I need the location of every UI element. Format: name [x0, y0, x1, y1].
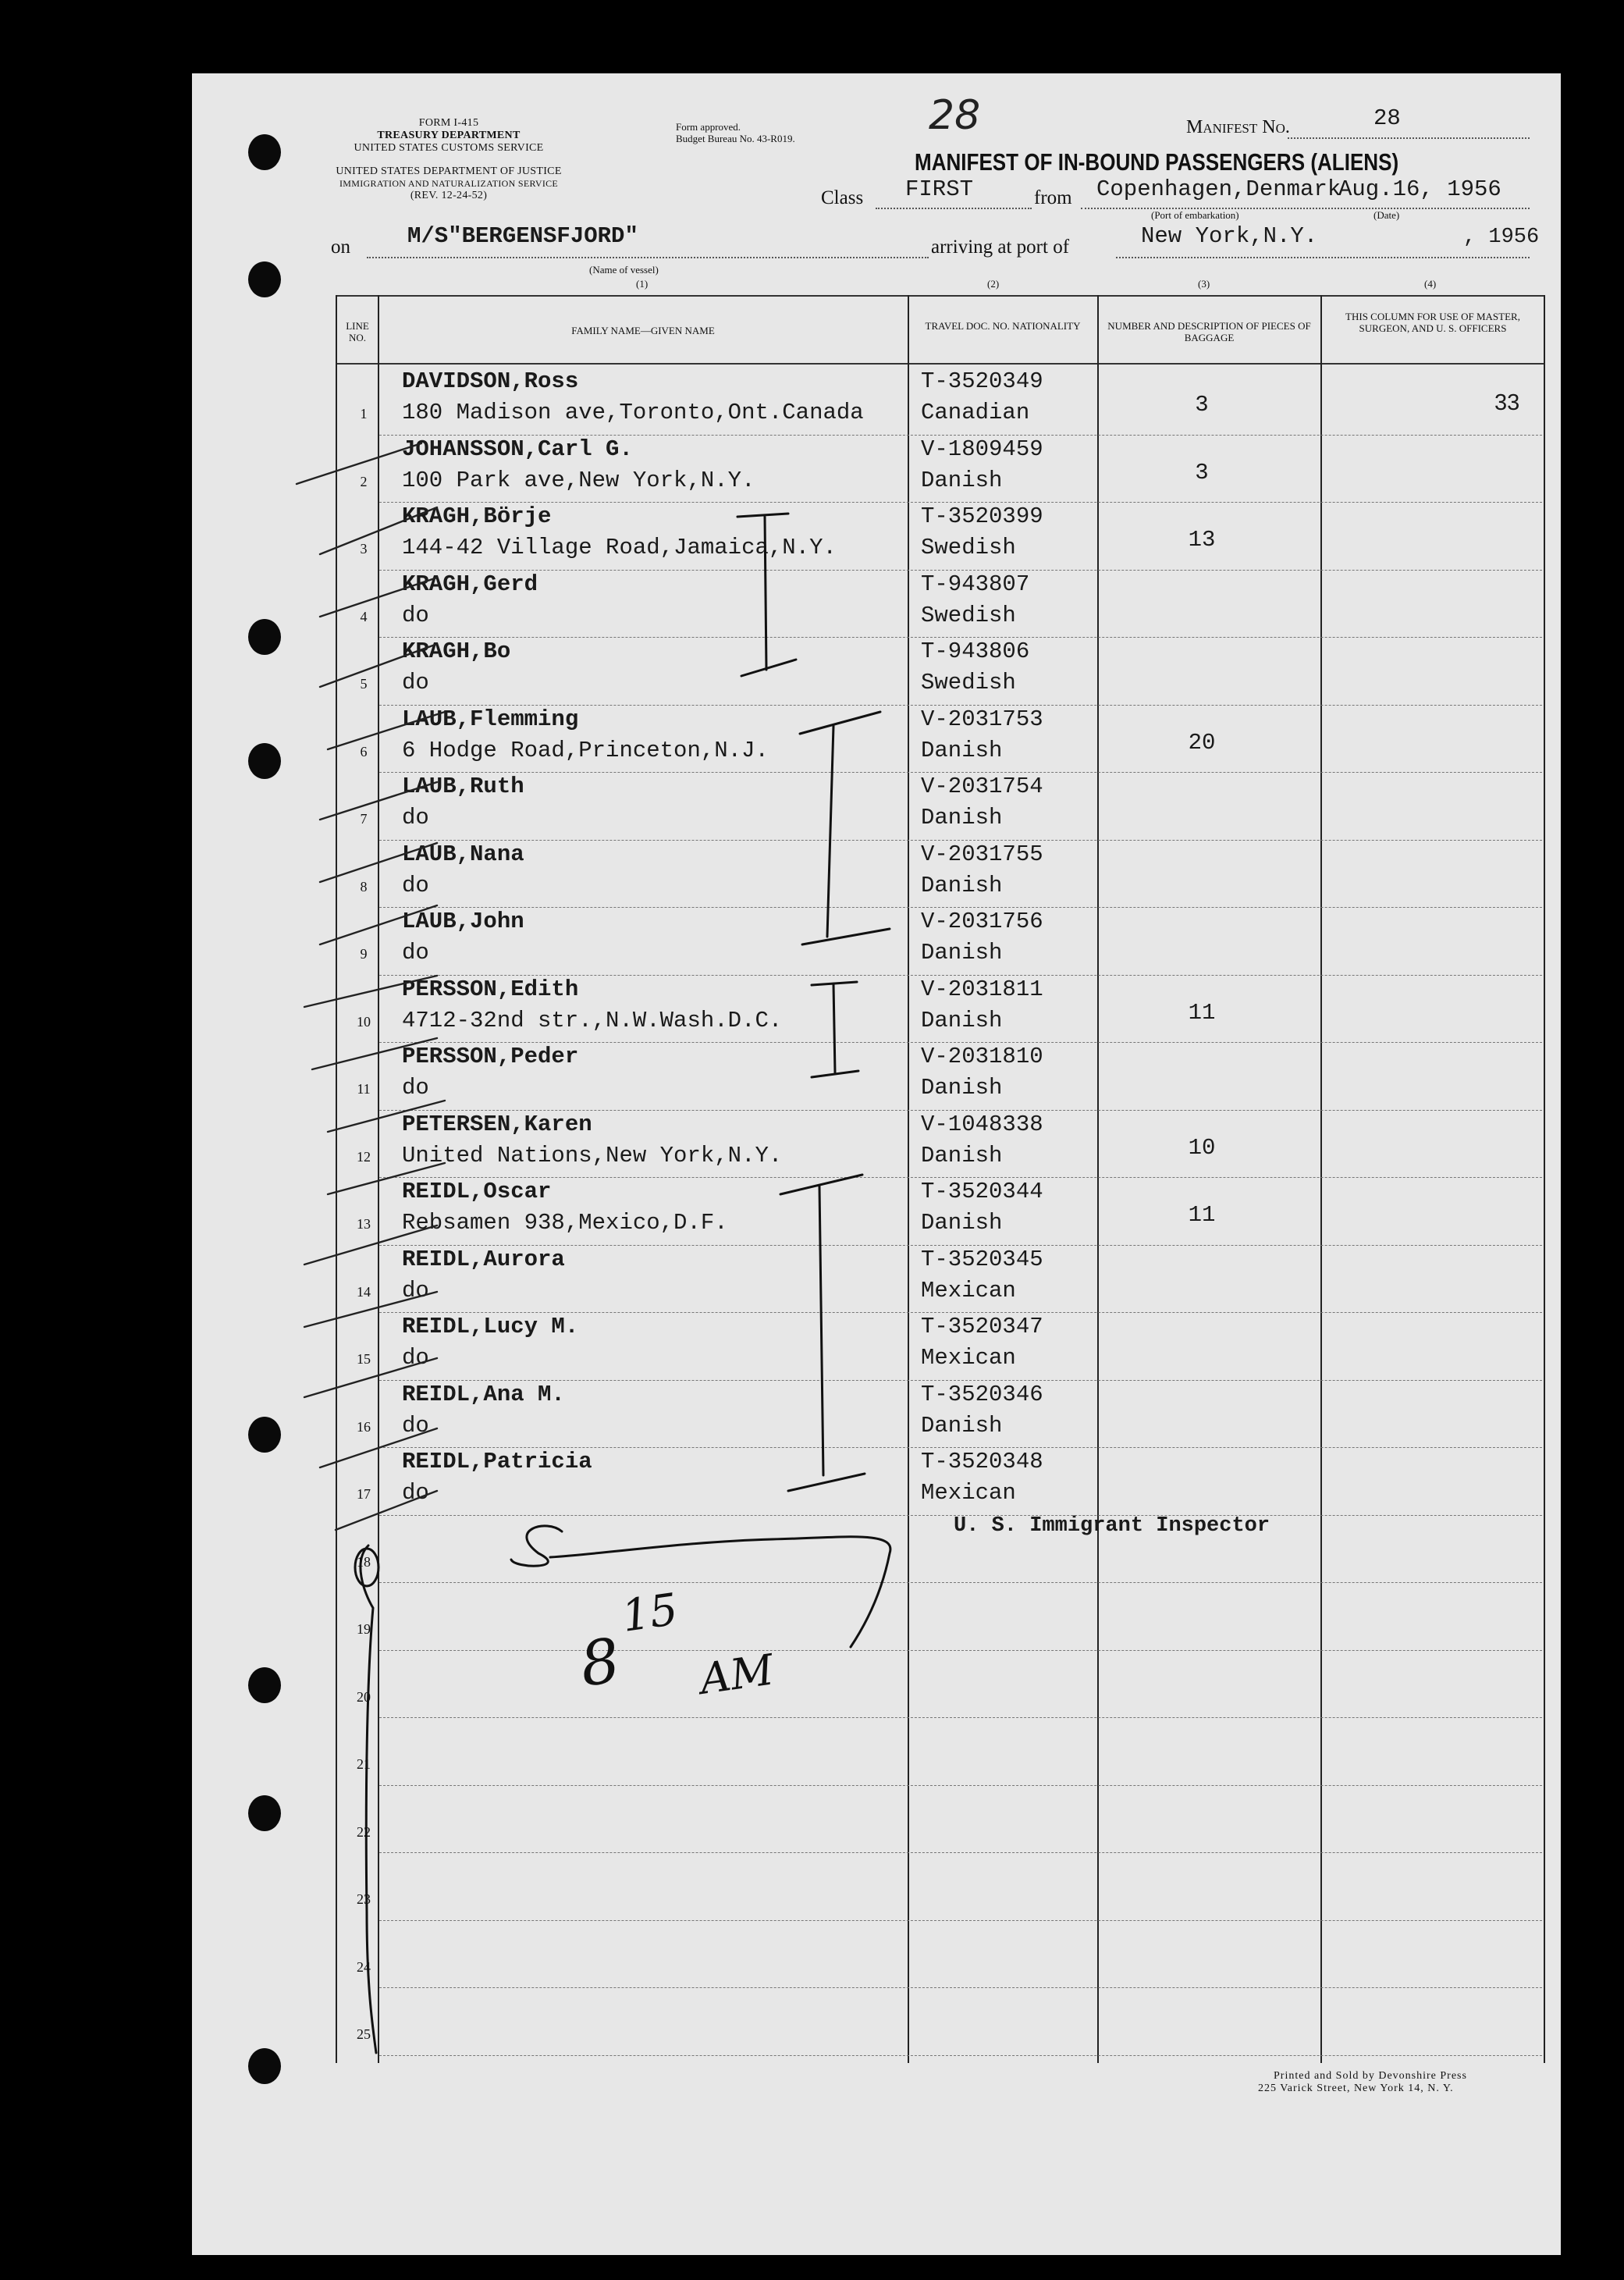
handwritten-manifest-number: 28 [929, 92, 981, 139]
nationality: Danish [921, 467, 1003, 493]
passenger-name: REIDL,Lucy M. [402, 1314, 579, 1339]
nationality: Swedish [921, 602, 1016, 628]
nationality: Danish [921, 737, 1003, 763]
passenger-address: 144-42 Village Road,Jamaica,N.Y. [402, 535, 837, 560]
nationality: Danish [921, 1142, 1003, 1168]
passenger-name: REIDL,Ana M. [402, 1381, 565, 1407]
baggage-count: 3 [1195, 392, 1209, 418]
line-number: 5 [360, 676, 368, 692]
baggage-count: 20 [1188, 729, 1216, 756]
line-number: 16 [357, 1418, 371, 1435]
passenger-name: PERSSON,Edith [402, 976, 579, 1002]
handwritten-initials [511, 1526, 890, 1647]
travel-doc-number: T-3520347 [921, 1314, 1043, 1339]
header-baggage: NUMBER AND DESCRIPTION OF PIECES OF BAGGAGE [1107, 320, 1311, 343]
passenger-name: KRAGH,Bo [402, 638, 511, 664]
passenger-address: 100 Park ave,New York,N.Y. [402, 467, 755, 493]
passenger-address: do [402, 602, 429, 628]
line-number: 3 [360, 541, 368, 557]
on-label: on [331, 237, 350, 258]
passenger-address: do [402, 940, 429, 966]
baggage-count: 11 [1188, 1202, 1216, 1228]
nationality: Swedish [921, 670, 1016, 695]
line-number: 7 [360, 811, 368, 827]
travel-doc-number: V-1809459 [921, 436, 1043, 462]
form-number: FORM I-415 [418, 117, 479, 129]
header-travel-doc: TRAVEL DOC. NO. NATIONALITY [925, 320, 1081, 332]
line-number: 6 [360, 743, 368, 759]
line-number: 9 [360, 946, 368, 962]
encircled-line-18 [361, 1545, 376, 2053]
manifest-number: 28 [1373, 105, 1401, 131]
line-number: 24 [357, 1958, 371, 1975]
vessel-name: M/S"BERGENSFJORD" [407, 223, 638, 249]
line-number: 14 [357, 1283, 371, 1300]
nationality: Canadian [921, 400, 1030, 425]
passenger-name: KRAGH,Gerd [402, 571, 538, 597]
bracket-persson [812, 982, 858, 1077]
line-number: 10 [357, 1013, 371, 1030]
svg-text:AM: AM [697, 1645, 777, 1704]
date-caption: (Date) [1373, 209, 1400, 221]
line-number: 2 [360, 473, 368, 489]
line-number: 21 [357, 1756, 371, 1772]
embarkation-date: Aug.16, 1956 [1338, 176, 1501, 202]
baggage-count: 10 [1188, 1134, 1216, 1161]
bracket-laub [800, 712, 890, 944]
passenger-address: do [402, 1345, 429, 1371]
travel-doc-number: T-3520349 [921, 368, 1043, 394]
line-number: 12 [357, 1148, 371, 1165]
from-label: from [1034, 187, 1072, 208]
travel-doc-number: V-2031753 [921, 706, 1043, 732]
passenger-name: LAUB,John [402, 909, 524, 934]
budget-bureau: Budget Bureau No. 43-R019. [676, 133, 795, 144]
col-num-1: (1) [636, 278, 649, 290]
line-number: 4 [360, 608, 368, 624]
travel-doc-number: T-3520344 [921, 1179, 1043, 1204]
passenger-name: KRAGH,Börje [402, 503, 552, 529]
line-number: 1 [360, 406, 368, 421]
port-embark-caption: (Port of embarkation) [1151, 209, 1239, 221]
line-number: 17 [357, 1486, 371, 1502]
nationality: Mexican [921, 1345, 1016, 1371]
nationality: Danish [921, 940, 1003, 966]
manifest-label: Manifest No. [1186, 117, 1290, 137]
travel-doc-number: T-3520399 [921, 503, 1043, 529]
travel-doc-number: V-2031756 [921, 909, 1043, 934]
passenger-address: do [402, 872, 429, 898]
travel-doc-number: V-2031810 [921, 1044, 1043, 1069]
officer-note: 33 [1494, 390, 1520, 415]
travel-doc-number: V-2031755 [921, 841, 1043, 867]
treasury-dept: TREASURY DEPARTMENT [377, 130, 521, 141]
travel-doc-number: T-3520346 [921, 1381, 1043, 1407]
manifest-title: MANIFEST OF IN-BOUND PASSENGERS (ALIENS) [915, 148, 1399, 176]
travel-doc-number: V-1048338 [921, 1111, 1043, 1137]
line-number: 19 [357, 1621, 371, 1637]
nationality: Danish [921, 805, 1003, 831]
passenger-address: do [402, 1075, 429, 1101]
passenger-name: LAUB,Nana [402, 841, 524, 867]
passenger-address: do [402, 1277, 429, 1304]
travel-doc-number: T-943807 [921, 571, 1030, 597]
class-value: FIRST [905, 176, 974, 202]
check-marks [297, 443, 445, 1530]
line-number: 22 [357, 1823, 371, 1840]
form-approved: Form approved. [676, 121, 741, 133]
line-number: 15 [357, 1351, 371, 1367]
passenger-name: JOHANSSON,Carl G. [402, 436, 633, 462]
printer-line-1: Printed and Sold by Devonshire Press [1274, 2070, 1467, 2082]
line-number: 11 [357, 1081, 371, 1097]
line-number: 8 [360, 878, 368, 895]
immigrant-inspector-stamp: U. S. Immigrant Inspector [954, 1514, 1270, 1538]
passenger-name: LAUB,Flemming [402, 706, 579, 732]
port-of-embarkation: Copenhagen,Denmark [1096, 176, 1341, 202]
revision-date: (REV. 12-24-52) [410, 190, 488, 201]
arrival-year: , 1956 [1463, 226, 1540, 249]
nationality: Swedish [921, 535, 1016, 560]
nationality: Danish [921, 1210, 1003, 1236]
baggage-count: 13 [1188, 527, 1216, 553]
passenger-name: DAVIDSON,Ross [402, 368, 579, 394]
col-num-2: (2) [987, 278, 1000, 290]
passenger-name: PETERSEN,Karen [402, 1111, 592, 1137]
passenger-name: REIDL,Oscar [402, 1179, 552, 1204]
handwritten-time: 8 [576, 1625, 624, 1701]
bracket-kragh [737, 514, 796, 676]
nationality: Danish [921, 1075, 1003, 1101]
nationality: Danish [921, 1412, 1003, 1439]
passenger-name: PERSSON,Peder [402, 1044, 579, 1069]
passenger-name: REIDL,Patricia [402, 1449, 592, 1474]
line-number: 13 [357, 1216, 371, 1232]
nationality: Mexican [921, 1480, 1016, 1506]
ins-service: IMMIGRATION AND NATURALIZATION SERVICE [339, 178, 559, 189]
passenger-address: Rebsamen 938,Mexico,D.F. [402, 1210, 728, 1236]
line-number: 18 [357, 1553, 371, 1570]
header-line-no: LINE NO. [346, 320, 369, 343]
travel-doc-number: T-3520345 [921, 1246, 1043, 1272]
vessel-caption: (Name of vessel) [589, 264, 659, 276]
passenger-address: 6 Hodge Road,Princeton,N.J. [402, 737, 769, 763]
bracket-reidl [780, 1175, 865, 1491]
passenger-name: REIDL,Aurora [402, 1246, 565, 1272]
travel-doc-number: V-2031754 [921, 774, 1043, 799]
header-name: FAMILY NAME—GIVEN NAME [571, 325, 715, 336]
nationality: Mexican [921, 1277, 1016, 1304]
travel-doc-number: T-3520348 [921, 1449, 1043, 1474]
travel-doc-number: T-943806 [921, 638, 1030, 664]
customs-service: UNITED STATES CUSTOMS SERVICE [354, 142, 544, 154]
justice-dept: UNITED STATES DEPARTMENT OF JUSTICE [336, 165, 562, 177]
arrival-port: New York,N.Y. [1141, 223, 1318, 249]
passenger-address: 180 Madison ave,Toronto,Ont.Canada [402, 400, 864, 425]
nationality: Danish [921, 872, 1003, 898]
svg-text:15: 15 [618, 1584, 681, 1642]
class-label: Class [821, 187, 864, 208]
col-num-4: (4) [1424, 278, 1437, 290]
passenger-address: 4712-32nd str.,N.W.Wash.D.C. [402, 1007, 783, 1033]
baggage-count: 3 [1195, 459, 1209, 486]
header-officers: THIS COLUMN FOR USE OF MASTER, SURGEON, AND U. S. OFFICERS [1345, 311, 1520, 334]
nationality: Danish [921, 1007, 1003, 1033]
passenger-address: United Nations,New York,N.Y. [402, 1142, 783, 1168]
col-num-3: (3) [1198, 278, 1210, 290]
arriving-label: arriving at port of [931, 237, 1070, 258]
passenger-address: do [402, 1412, 429, 1439]
passenger-address: do [402, 670, 429, 695]
passenger-address: do [402, 805, 429, 831]
line-number: 25 [357, 2026, 371, 2042]
printer-line-2: 225 Varick Street, New York 14, N. Y. [1258, 2083, 1454, 2094]
passenger-name: LAUB,Ruth [402, 774, 524, 799]
line-number: 23 [357, 1891, 371, 1907]
passenger-address: do [402, 1480, 429, 1506]
travel-doc-number: V-2031811 [921, 976, 1043, 1002]
baggage-count: 11 [1188, 999, 1216, 1026]
line-number: 20 [357, 1688, 371, 1705]
